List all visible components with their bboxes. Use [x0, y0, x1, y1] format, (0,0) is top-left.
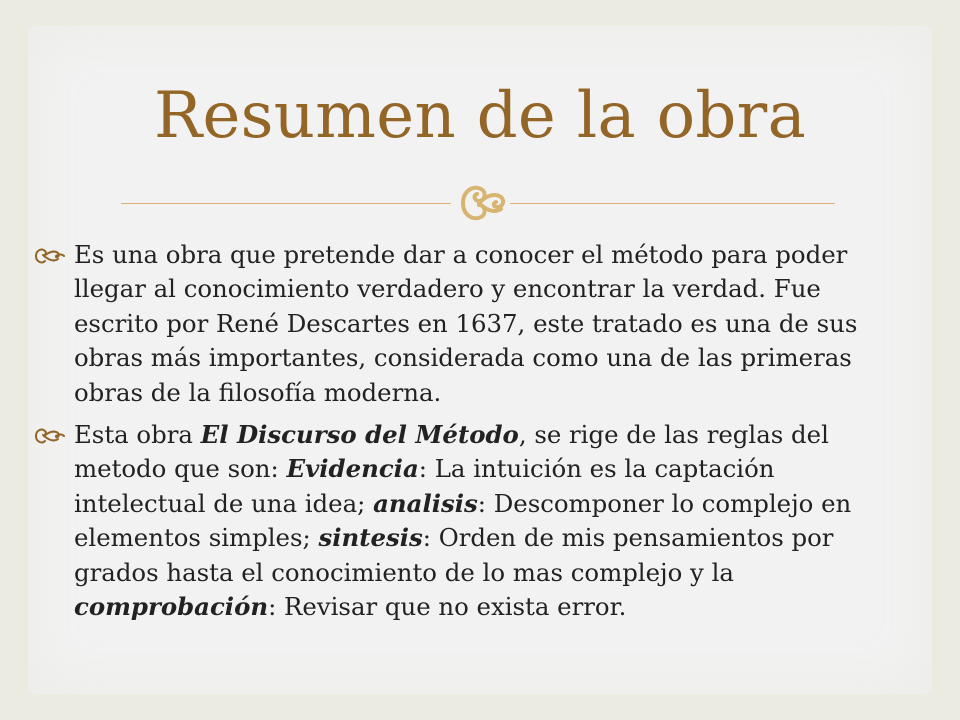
text-segment: Esta obra [74, 420, 201, 450]
text-segment: : La intuición es la captación intelectual de una idea; [74, 454, 775, 518]
title-divider-left [121, 203, 451, 204]
slide-body [34, 238, 896, 632]
rule-analisis: analisis [373, 488, 478, 518]
work-title: El Discurso del Método [200, 420, 519, 450]
rule-sintesis: sintesis [318, 523, 423, 553]
paragraph-2 [34, 418, 896, 624]
text-segment: : Revisar que no exista error. [268, 592, 627, 622]
text-segment: : Descomponer lo complejo en elementos simples; [74, 488, 852, 553]
rule-evidencia: Evidencia [286, 454, 419, 484]
scroll-ornament-icon [451, 177, 511, 229]
title-divider-right [510, 203, 835, 204]
paragraph-1-text: Es una obra que pretende dar a conocer el método para poder llegar al conocimiento verdadero y encontrar la verdad. Fue escrito por René Descartes en 1637, este tratado es una de sus obras más importantes, considerada como una de las primeras obras de la filosofía moderna. [74, 240, 858, 407]
paragraph-1 [34, 238, 896, 410]
swirl-bullet-icon [34, 426, 66, 446]
swirl-bullet-icon [34, 246, 66, 266]
text-segment: : Orden de mis pensamientos por grados hasta el conocimiento de lo mas complejo y la [74, 523, 834, 587]
slide-title: Resumen de la obra [153, 79, 807, 153]
text-segment: , se rige de las reglas del metodo que son: [74, 420, 829, 484]
rule-comprobacion: comprobación [74, 592, 269, 622]
paragraph-2-text [74, 420, 851, 621]
